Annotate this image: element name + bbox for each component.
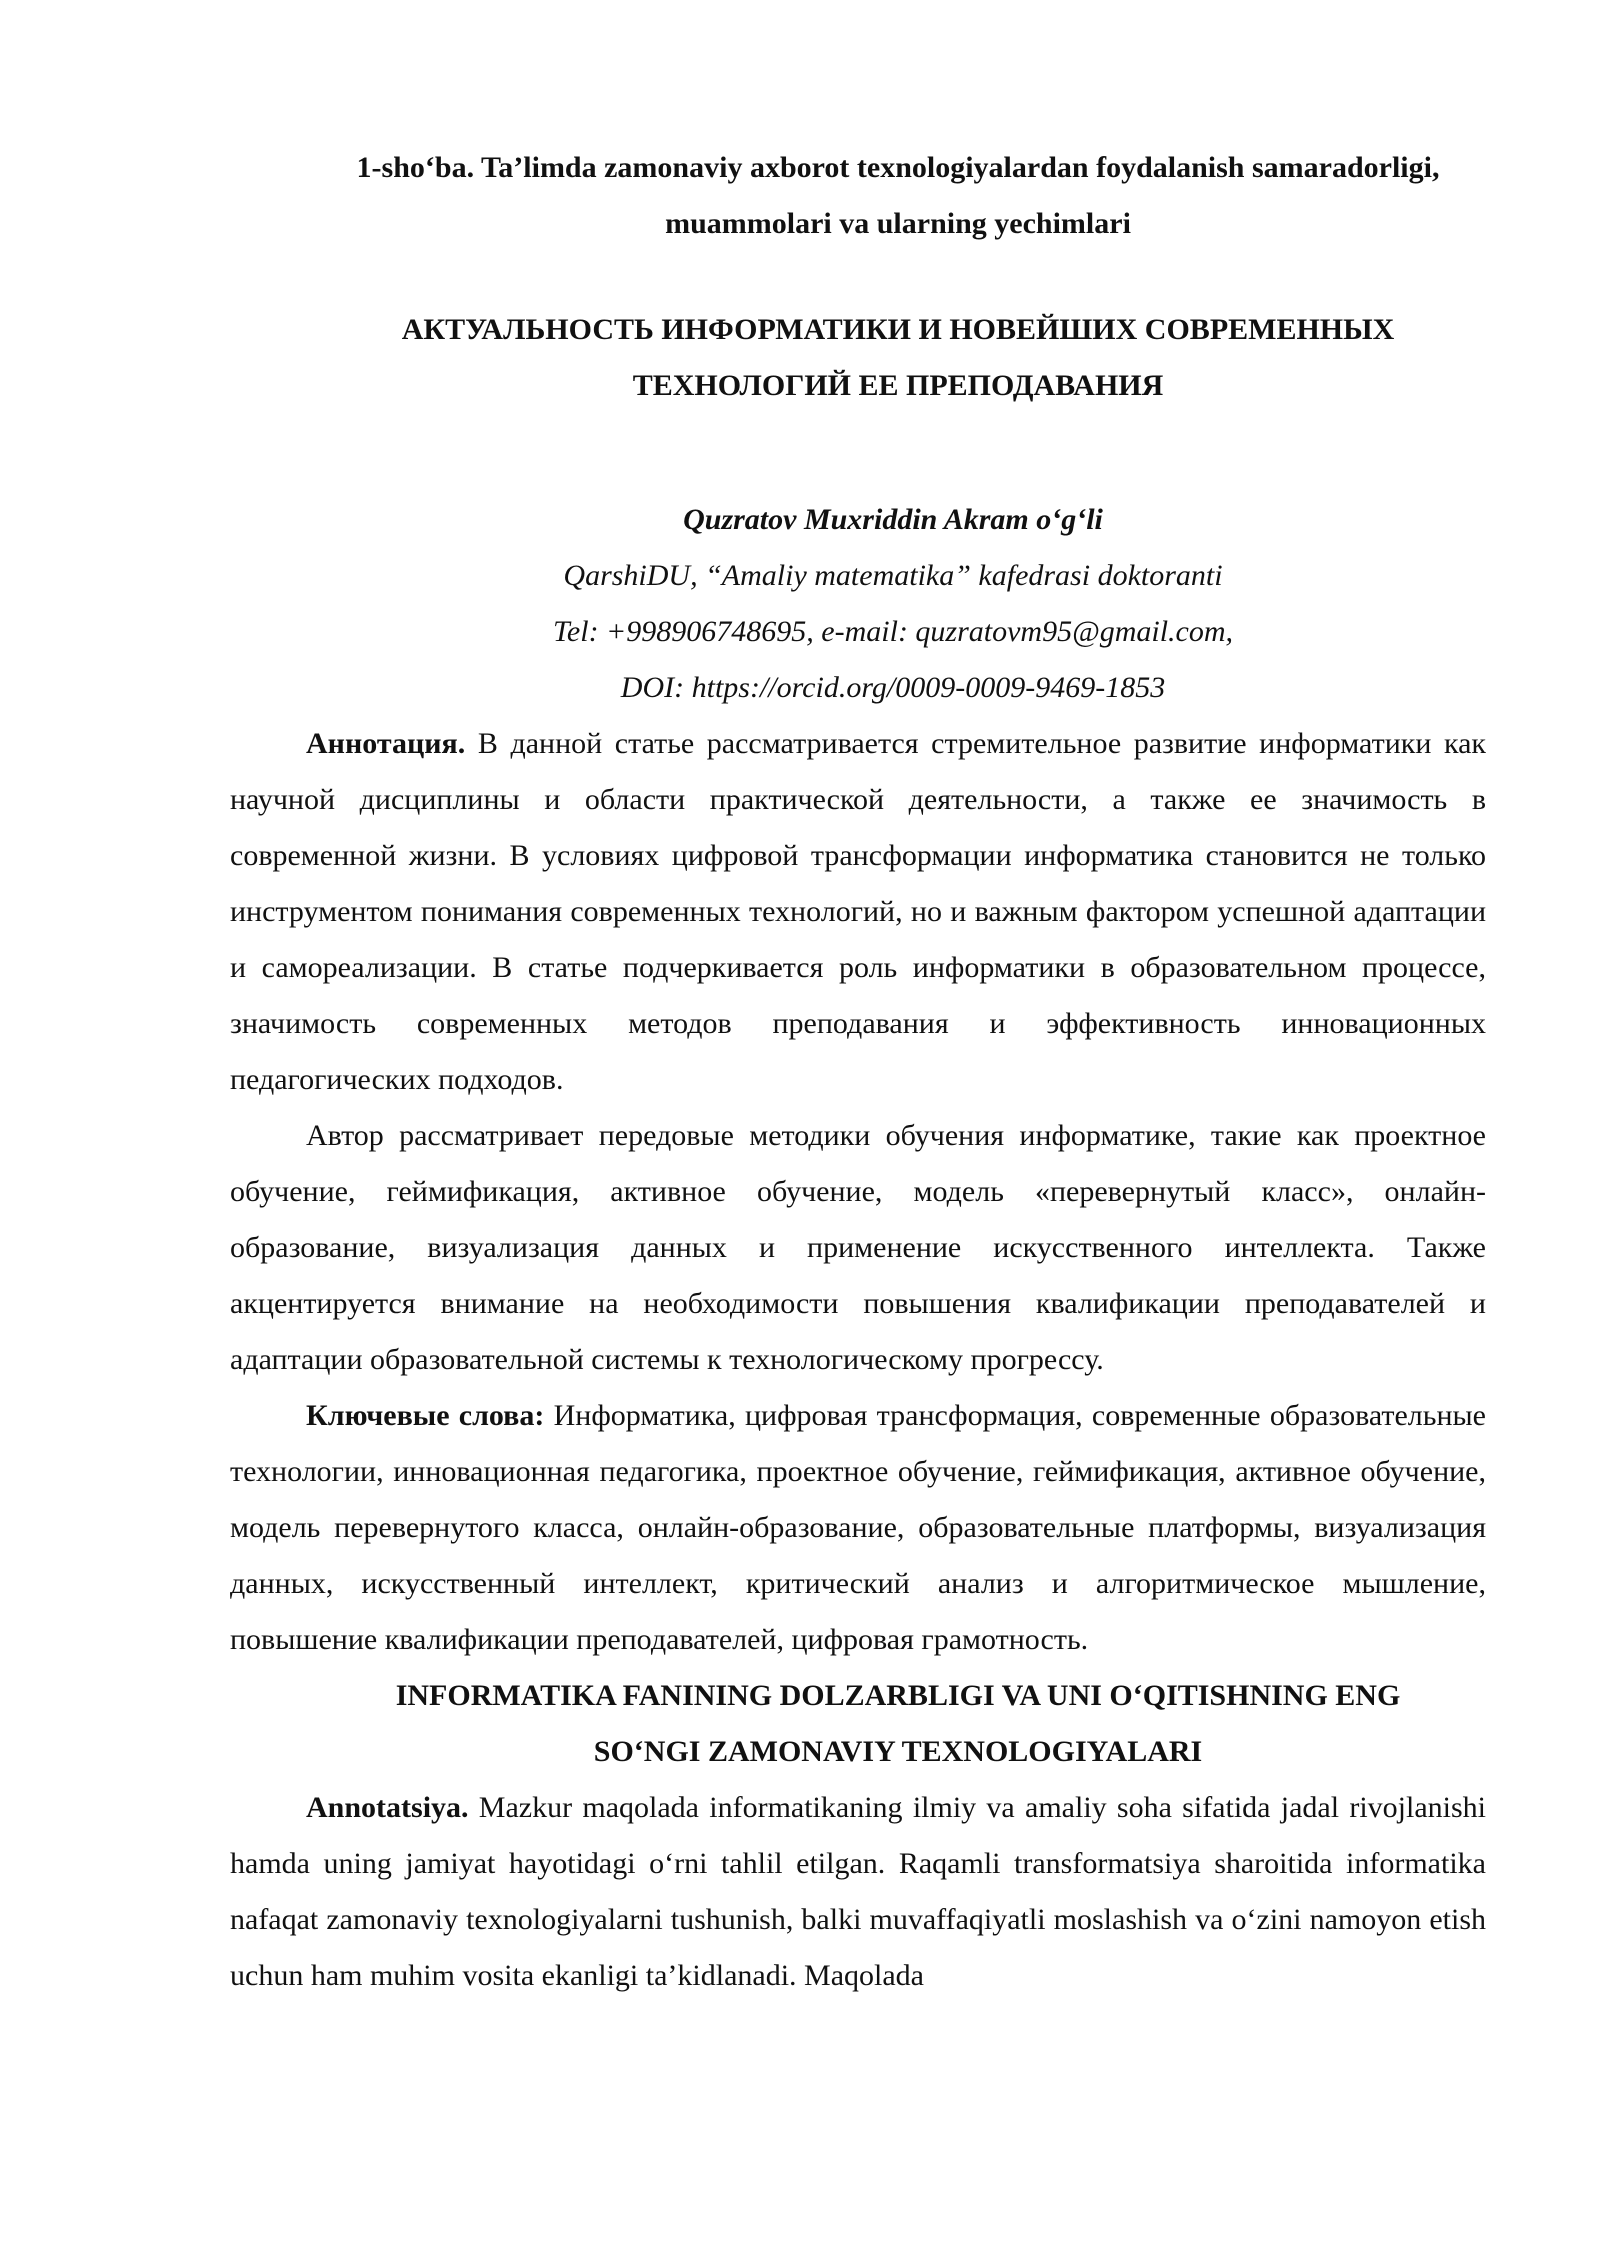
author-contact: Tel: +998906748695, e-mail: quzratovm95@gmail.com, (552, 615, 1234, 648)
uzbek-title (230, 1668, 1486, 1780)
russian-abstract-text: В данной статье рассматривается стремительное развитие информатики как научной дисциплины и области практической деятельности, а также ее значимость в современной жизни. В условиях цифровой трансформации информатика становится не только инструментом понимания современных технологий, но и важным фактором успешной адаптации и самореализации. В статье подчеркивается роль информатики в образовательном процессе, значимость современных методов преподавания и эффективность инновационных педагогических подходов. (230, 727, 1486, 1096)
author-name: Quzratov Muxriddin Akram o‘g‘li (683, 503, 1103, 536)
russian-abstract-paragraph-2: Автор рассматривает передовые методики обучения информатике, такие как проектное обучение, геймификация, активное обучение, модель «перевернутый класс», онлайн-образование, визуализация данных и применение искусственного интеллекта. Также акцентируется внимание на необходимости повышения квалификации преподавателей и адаптации образовательной системы к технологическому прогрессу. (230, 1119, 1486, 1376)
section-heading (230, 140, 1486, 252)
uzbek-abstract-text: Mazkur maqolada informatikaning ilmiy va amaliy soha sifatida jadal rivojlanishi hamda uning jamiyat hayotidagi o‘rni tahlil etilgan. Raqamli transformatsiya sharoitida informatika nafaqat zamonaviy texnologiyalarni tushunish, balki muvaffaqiyatli moslashish va o‘zini namoyon etish uchun ham muhim vosita ekanligi ta’kidlanadi. Maqolada (230, 1791, 1486, 1992)
russian-abstract (230, 716, 1486, 1108)
russian-abstract-label: Аннотация. (306, 727, 466, 760)
russian-keywords-label: Ключевые слова: (306, 1399, 545, 1432)
uzbek-abstract-label: Annotatsiya. (306, 1791, 469, 1824)
author-doi: DOI: https://orcid.org/0009-0009-9469-1853 (620, 671, 1166, 704)
author-block (230, 492, 1486, 716)
russian-title-line-2: ТЕХНОЛОГИЙ ЕЕ ПРЕПОДАВАНИЯ (632, 369, 1164, 402)
uzbek-abstract (230, 1780, 1486, 2004)
russian-keywords-text: Информатика, цифровая трансформация, современные образовательные технологии, инновационная педагогика, проектное обучение, геймификация, активное обучение, модель перевернутого класса, онлайн-образование, образовательные платформы, визуализация данных, искусственный интеллект, критический анализ и алгоритмическое мышление, повышение квалификации преподавателей, цифровая грамотность. (230, 1399, 1486, 1656)
uzbek-title-line-2: SO‘NGI ZAMONAVIY TEXNOLOGIYALARI (593, 1735, 1203, 1768)
russian-keywords (230, 1388, 1486, 1668)
section-heading-line-2: muammolari va ularning yechimlari (665, 207, 1131, 240)
section-heading-line-1: 1-sho‘ba. Ta’limda zamonaviy axborot texnologiyalardan foydalanish samaradorligi, (356, 151, 1440, 184)
uzbek-title-line-1: INFORMATIKA FANINING DOLZARBLIGI VA UNI O‘QITISHNING ENG (395, 1679, 1401, 1712)
author-affiliation: QarshiDU, “Amaliy matematika” kafedrasi doktoranti (563, 559, 1223, 592)
paper-page (230, 140, 1486, 2004)
russian-title (230, 302, 1486, 414)
russian-title-line-1: АКТУАЛЬНОСТЬ ИНФОРМАТИКИ И НОВЕЙШИХ СОВРЕМЕННЫХ (401, 313, 1395, 346)
